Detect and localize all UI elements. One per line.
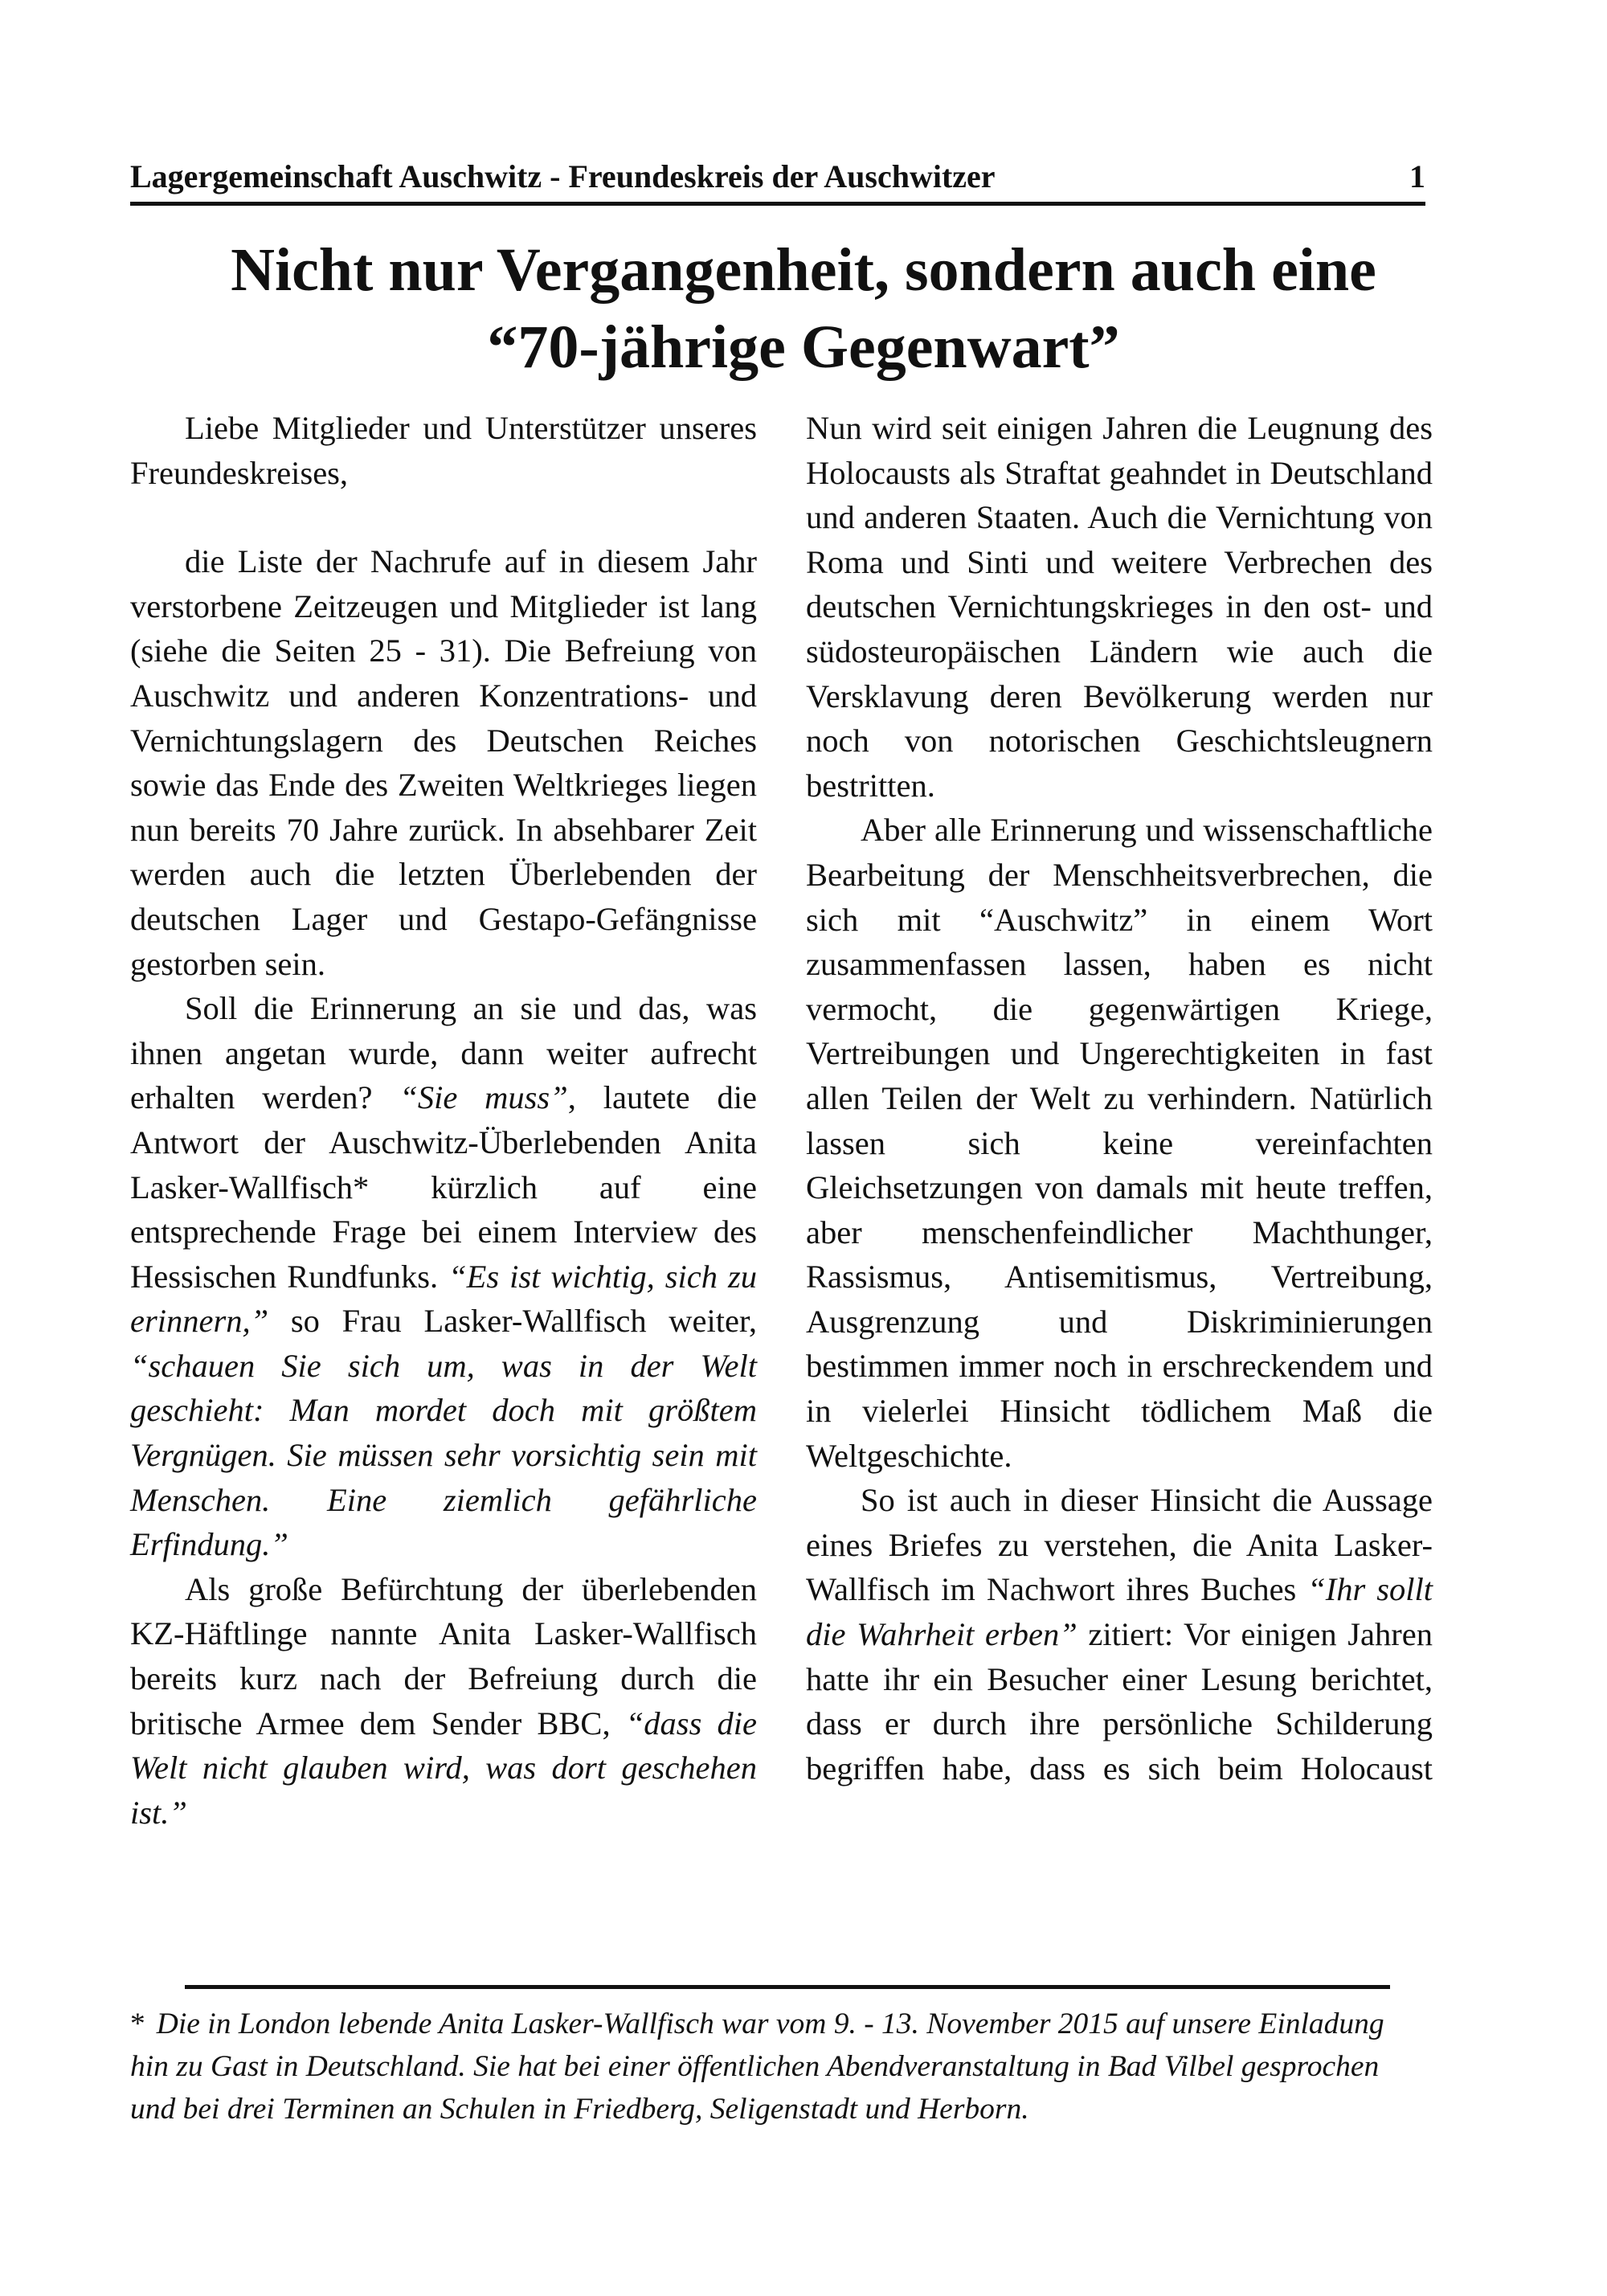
text-run: Soll die Erinnerung an sie und das, was ihnen angetan wurde, dann weiter aufrecht erhalten werden? [130, 990, 757, 1116]
paragraph [130, 1567, 757, 1836]
publication-name: Lagergemeinschaft Auschwitz - Freundeskreis der Auschwitzer [130, 158, 996, 194]
paragraph: die Liste der Nachrufe auf in diesem Jahr verstorbene Zeitzeugen und Mitglieder ist lang (siehe die Seiten 25 - 31). Die Befreiung von Auschwitz und anderen Konzentrations- und Vernichtungslagern des Deutschen Reiches sowie das Ende des Zweiten Weltkrieges liegen nun bereits 70 Jahre zurück. In absehbarer Zeit werden auch die letzten Überlebenden der deutschen Lager und Gestapo-Gefängnisse gestorben sein. [130, 543, 757, 982]
left-column [130, 406, 757, 1835]
quote: “Es ist wichtig, sich zu erinnern,” [130, 1258, 757, 1340]
salutation: Liebe Mitglieder und Unterstützer unseres Freundeskreises, [130, 410, 757, 491]
quote: “Sie muss” [399, 1079, 568, 1116]
quote: “dass die Welt nicht glauben wird, was dort geschehen ist.” [130, 1705, 758, 1831]
book-title: “Ihr sollt die Wahrheit erben” [806, 1571, 1433, 1653]
footnote-text: Die in London lebende Anita Lasker-Wallfisch war vom 9. - 13. November 2015 auf unsere Einladung hin zu Gast in Deutschland. Sie hat bei einer öffentlichen Abendveranstaltung in Bad Vilbel gesprochen und bei drei Terminen an Schulen in Friedberg, Seligenstadt und Herborn. [130, 2007, 1384, 2126]
paragraph [130, 986, 757, 1567]
footnote-mark: * [130, 2007, 145, 2040]
article-title [121, 231, 1486, 386]
paragraph: Nun wird seit einigen Jahren die Leugnung des Holocausts als Straftat geahndet in Deutschland und anderen Staaten. Auch die Vernichtung von Roma und Sinti und weitere Verbrechen des deutschen Vernichtungskrieges in den ost- und südosteuropäischen Ländern wie auch die Versklavung deren Bevölkerung werden nur noch von notorischen Geschichtsleugnern bestritten. [806, 410, 1433, 804]
running-header [130, 154, 1425, 206]
text-run: So ist auch in dieser Hinsicht die Aussage eines Briefes zu verstehen, die Anita Lasker-Wallfisch im Nachwort ihres Buches [806, 1482, 1433, 1608]
paragraph: Aber alle Erinnerung und wissenschaftliche Bearbeitung der Menschheitsverbrechen, die sich mit “Auschwitz” in einem Wort zusammenfassen lassen, haben es nicht vermocht, die gegenwärtigen Kriege, Vertreibungen und Ungerechtigkeiten in fast allen Teilen der Welt zu verhindern. Natürlich lassen sich keine vereinfachten Gleichsetzungen von damals mit heute treffen, aber menschenfeindlicher Machthunger, Rassismus, Antisemitismus, Vertreibung, Ausgrenzung und Diskriminierungen bestimmen immer noch in erschreckendem und in vielerlei Hinsicht tödlichem Maß die Weltgeschichte. [806, 812, 1433, 1474]
title-line-2: “70-jährige Gegenwart” [487, 313, 1120, 381]
title-line-1: Nicht nur Vergangenheit, sondern auch eine [231, 236, 1376, 304]
page-number: 1 [1409, 158, 1425, 194]
text-run: so Frau Lasker-Wallfisch weiter, [268, 1303, 757, 1340]
quote: “schauen Sie sich um, was in der Welt geschieht: Man mordet doch mit größtem Vergnügen. Sie müssen sehr vorsichtig sein mit Menschen. Eine ziemlich gefährliche Erfindung.” [130, 1347, 757, 1563]
footnote [130, 2003, 1425, 2130]
text-run: , lautete die Antwort der Auschwitz-Überlebenden Anita Lasker-Wallfisch* kürzlich auf eine entsprechende Frage bei einem Interview des Hessischen Rundfunks. [130, 1079, 757, 1295]
footnote-divider [185, 1985, 1390, 1989]
text-run: zitiert: Vor einigen Jahren hatte ihr ein Besucher einer Lesung berichtet, dass er durch ihre persönliche Schilderung begriffen habe, dass es sich beim Holocaust [806, 1616, 1433, 1786]
right-column [806, 406, 1433, 1791]
paragraph [806, 1478, 1433, 1791]
text-run: Als große Befürchtung der überlebenden KZ-Häftlinge nannte Anita Lasker-Wallfisch bereits kurz nach der Befreiung durch die britische Armee dem Sender BBC, [130, 1570, 757, 1741]
